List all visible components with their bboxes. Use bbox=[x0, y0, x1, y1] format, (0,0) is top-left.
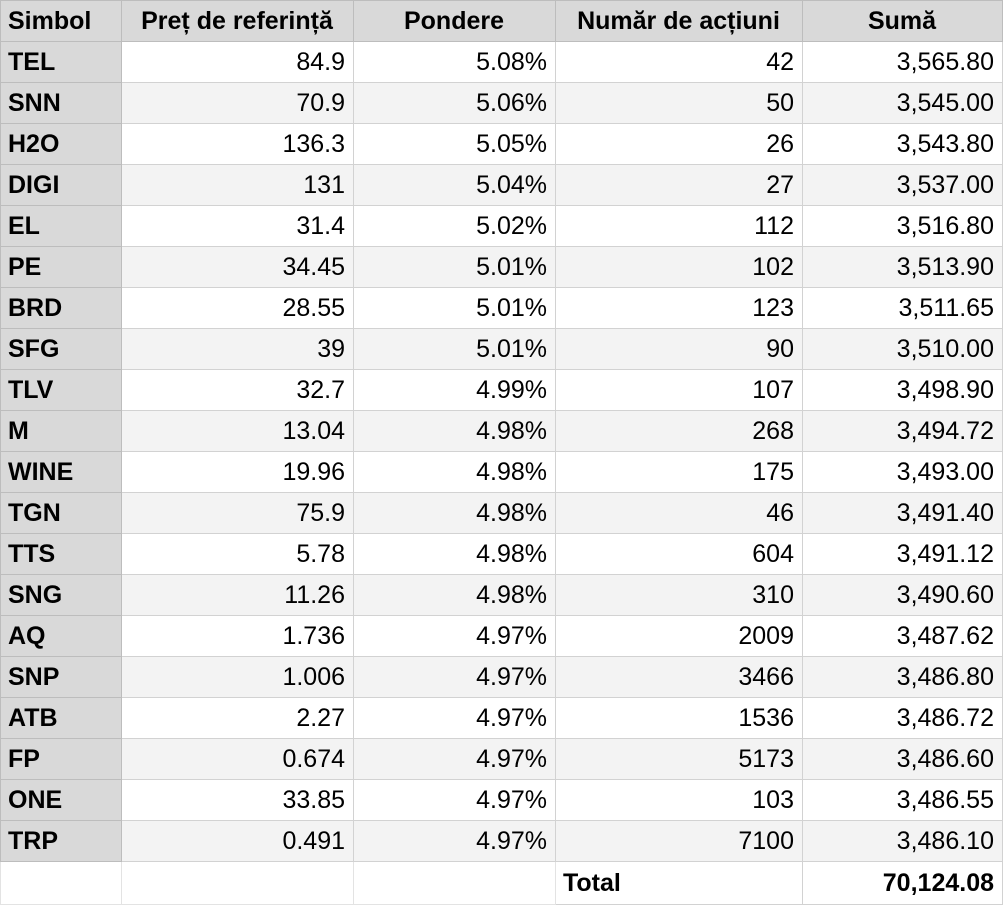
cell-shares[interactable]: 27 bbox=[556, 165, 803, 206]
header-shares[interactable]: Număr de acțiuni bbox=[556, 1, 803, 42]
table-row bbox=[1, 411, 1003, 452]
cell-shares[interactable]: 2009 bbox=[556, 616, 803, 657]
cell-weight[interactable]: 4.98% bbox=[354, 452, 556, 493]
table-row bbox=[1, 124, 1003, 165]
cell-weight[interactable]: 5.04% bbox=[354, 165, 556, 206]
cell-shares[interactable]: 107 bbox=[556, 370, 803, 411]
cell-symbol[interactable]: TEL bbox=[1, 42, 122, 83]
cell-weight[interactable]: 4.99% bbox=[354, 370, 556, 411]
table-row bbox=[1, 42, 1003, 83]
cell-weight[interactable]: 4.98% bbox=[354, 534, 556, 575]
header-symbol[interactable]: Simbol bbox=[1, 1, 122, 42]
table-row bbox=[1, 493, 1003, 534]
cell-symbol[interactable]: SNP bbox=[1, 657, 122, 698]
cell-weight[interactable]: 4.97% bbox=[354, 780, 556, 821]
cell-amount[interactable]: 3,487.62 bbox=[803, 616, 1003, 657]
cell-price[interactable]: 19.96 bbox=[122, 452, 354, 493]
cell-symbol[interactable]: SNN bbox=[1, 83, 122, 124]
cell-amount[interactable]: 3,513.90 bbox=[803, 247, 1003, 288]
cell-weight[interactable]: 4.97% bbox=[354, 739, 556, 780]
cell-shares[interactable]: 90 bbox=[556, 329, 803, 370]
cell-weight[interactable]: 5.05% bbox=[354, 124, 556, 165]
cell-amount[interactable]: 3,510.00 bbox=[803, 329, 1003, 370]
cell-shares[interactable]: 123 bbox=[556, 288, 803, 329]
cell-price[interactable]: 32.7 bbox=[122, 370, 354, 411]
cell-price[interactable]: 11.26 bbox=[122, 575, 354, 616]
total-label[interactable]: Total bbox=[556, 862, 803, 905]
cell-symbol[interactable]: FP bbox=[1, 739, 122, 780]
total-row bbox=[1, 862, 1003, 905]
cell-symbol[interactable]: H2O bbox=[1, 124, 122, 165]
table-row bbox=[1, 452, 1003, 493]
cell-amount[interactable]: 3,537.00 bbox=[803, 165, 1003, 206]
cell-price[interactable]: 1.736 bbox=[122, 616, 354, 657]
cell-price[interactable]: 75.9 bbox=[122, 493, 354, 534]
cell-weight[interactable]: 4.97% bbox=[354, 657, 556, 698]
cell-shares[interactable]: 112 bbox=[556, 206, 803, 247]
cell-weight[interactable]: 5.01% bbox=[354, 288, 556, 329]
cell-price[interactable]: 28.55 bbox=[122, 288, 354, 329]
cell-shares[interactable]: 3466 bbox=[556, 657, 803, 698]
cell-amount[interactable]: 3,516.80 bbox=[803, 206, 1003, 247]
cell-symbol[interactable]: SNG bbox=[1, 575, 122, 616]
table-row bbox=[1, 165, 1003, 206]
cell-shares[interactable]: 46 bbox=[556, 493, 803, 534]
table-row bbox=[1, 575, 1003, 616]
cell-amount[interactable]: 3,545.00 bbox=[803, 83, 1003, 124]
table-row bbox=[1, 534, 1003, 575]
cell-price[interactable]: 1.006 bbox=[122, 657, 354, 698]
cell-symbol[interactable]: TTS bbox=[1, 534, 122, 575]
cell-weight[interactable]: 5.06% bbox=[354, 83, 556, 124]
cell-amount[interactable]: 3,486.10 bbox=[803, 821, 1003, 862]
cell-price[interactable]: 131 bbox=[122, 165, 354, 206]
table-row bbox=[1, 698, 1003, 739]
cell-weight[interactable]: 5.01% bbox=[354, 329, 556, 370]
empty-cell[interactable] bbox=[354, 862, 556, 905]
cell-shares[interactable]: 7100 bbox=[556, 821, 803, 862]
cell-weight[interactable]: 5.08% bbox=[354, 42, 556, 83]
cell-shares[interactable]: 310 bbox=[556, 575, 803, 616]
cell-price[interactable]: 84.9 bbox=[122, 42, 354, 83]
table-row bbox=[1, 780, 1003, 821]
table-row bbox=[1, 821, 1003, 862]
table-row bbox=[1, 616, 1003, 657]
table-body bbox=[1, 42, 1003, 862]
cell-symbol[interactable]: ATB bbox=[1, 698, 122, 739]
cell-symbol[interactable]: TRP bbox=[1, 821, 122, 862]
cell-price[interactable]: 5.78 bbox=[122, 534, 354, 575]
cell-weight[interactable]: 4.98% bbox=[354, 575, 556, 616]
cell-amount[interactable]: 3,486.55 bbox=[803, 780, 1003, 821]
cell-amount[interactable]: 3,498.90 bbox=[803, 370, 1003, 411]
table-row bbox=[1, 206, 1003, 247]
cell-price[interactable]: 136.3 bbox=[122, 124, 354, 165]
header-row bbox=[1, 1, 1003, 42]
cell-symbol[interactable]: M bbox=[1, 411, 122, 452]
cell-amount[interactable]: 3,491.40 bbox=[803, 493, 1003, 534]
table-row bbox=[1, 247, 1003, 288]
cell-weight[interactable]: 4.97% bbox=[354, 616, 556, 657]
total-value[interactable]: 70,124.08 bbox=[803, 862, 1003, 905]
cell-symbol[interactable]: TLV bbox=[1, 370, 122, 411]
cell-shares[interactable]: 102 bbox=[556, 247, 803, 288]
cell-symbol[interactable]: ONE bbox=[1, 780, 122, 821]
cell-weight[interactable]: 4.98% bbox=[354, 411, 556, 452]
table-row bbox=[1, 329, 1003, 370]
table-row bbox=[1, 288, 1003, 329]
empty-cell[interactable] bbox=[1, 862, 122, 905]
cell-shares[interactable]: 103 bbox=[556, 780, 803, 821]
cell-weight[interactable]: 4.97% bbox=[354, 698, 556, 739]
cell-amount[interactable]: 3,565.80 bbox=[803, 42, 1003, 83]
cell-symbol[interactable]: AQ bbox=[1, 616, 122, 657]
empty-cell[interactable] bbox=[122, 862, 354, 905]
header-weight[interactable]: Pondere bbox=[354, 1, 556, 42]
cell-price[interactable]: 34.45 bbox=[122, 247, 354, 288]
cell-price[interactable]: 2.27 bbox=[122, 698, 354, 739]
cell-shares[interactable]: 50 bbox=[556, 83, 803, 124]
cell-shares[interactable]: 1536 bbox=[556, 698, 803, 739]
cell-weight[interactable]: 5.02% bbox=[354, 206, 556, 247]
cell-amount[interactable]: 3,543.80 bbox=[803, 124, 1003, 165]
cell-shares[interactable]: 5173 bbox=[556, 739, 803, 780]
cell-weight[interactable]: 4.97% bbox=[354, 821, 556, 862]
cell-shares[interactable]: 42 bbox=[556, 42, 803, 83]
cell-shares[interactable]: 604 bbox=[556, 534, 803, 575]
cell-symbol[interactable]: DIGI bbox=[1, 165, 122, 206]
cell-amount[interactable]: 3,493.00 bbox=[803, 452, 1003, 493]
table-row bbox=[1, 370, 1003, 411]
cell-amount[interactable]: 3,486.60 bbox=[803, 739, 1003, 780]
table-row bbox=[1, 83, 1003, 124]
cell-amount[interactable]: 3,486.72 bbox=[803, 698, 1003, 739]
table-row bbox=[1, 739, 1003, 780]
cell-symbol[interactable]: SFG bbox=[1, 329, 122, 370]
cell-weight[interactable]: 4.98% bbox=[354, 493, 556, 534]
cell-price[interactable]: 0.491 bbox=[122, 821, 354, 862]
cell-shares[interactable]: 268 bbox=[556, 411, 803, 452]
cell-shares[interactable]: 175 bbox=[556, 452, 803, 493]
cell-symbol[interactable]: TGN bbox=[1, 493, 122, 534]
cell-price[interactable]: 31.4 bbox=[122, 206, 354, 247]
cell-symbol[interactable]: WINE bbox=[1, 452, 122, 493]
cell-weight[interactable]: 5.01% bbox=[354, 247, 556, 288]
cell-price[interactable]: 39 bbox=[122, 329, 354, 370]
cell-price[interactable]: 70.9 bbox=[122, 83, 354, 124]
cell-price[interactable]: 33.85 bbox=[122, 780, 354, 821]
header-amount[interactable]: Sumă bbox=[803, 1, 1003, 42]
cell-price[interactable]: 0.674 bbox=[122, 739, 354, 780]
cell-amount[interactable]: 3,511.65 bbox=[803, 288, 1003, 329]
cell-amount[interactable]: 3,486.80 bbox=[803, 657, 1003, 698]
cell-price[interactable]: 13.04 bbox=[122, 411, 354, 452]
header-price[interactable]: Preț de referință bbox=[122, 1, 354, 42]
cell-shares[interactable]: 26 bbox=[556, 124, 803, 165]
cell-symbol[interactable]: BRD bbox=[1, 288, 122, 329]
table-row bbox=[1, 657, 1003, 698]
cell-symbol[interactable]: EL bbox=[1, 206, 122, 247]
cell-amount[interactable]: 3,490.60 bbox=[803, 575, 1003, 616]
cell-amount[interactable]: 3,491.12 bbox=[803, 534, 1003, 575]
cell-symbol[interactable]: PE bbox=[1, 247, 122, 288]
cell-amount[interactable]: 3,494.72 bbox=[803, 411, 1003, 452]
